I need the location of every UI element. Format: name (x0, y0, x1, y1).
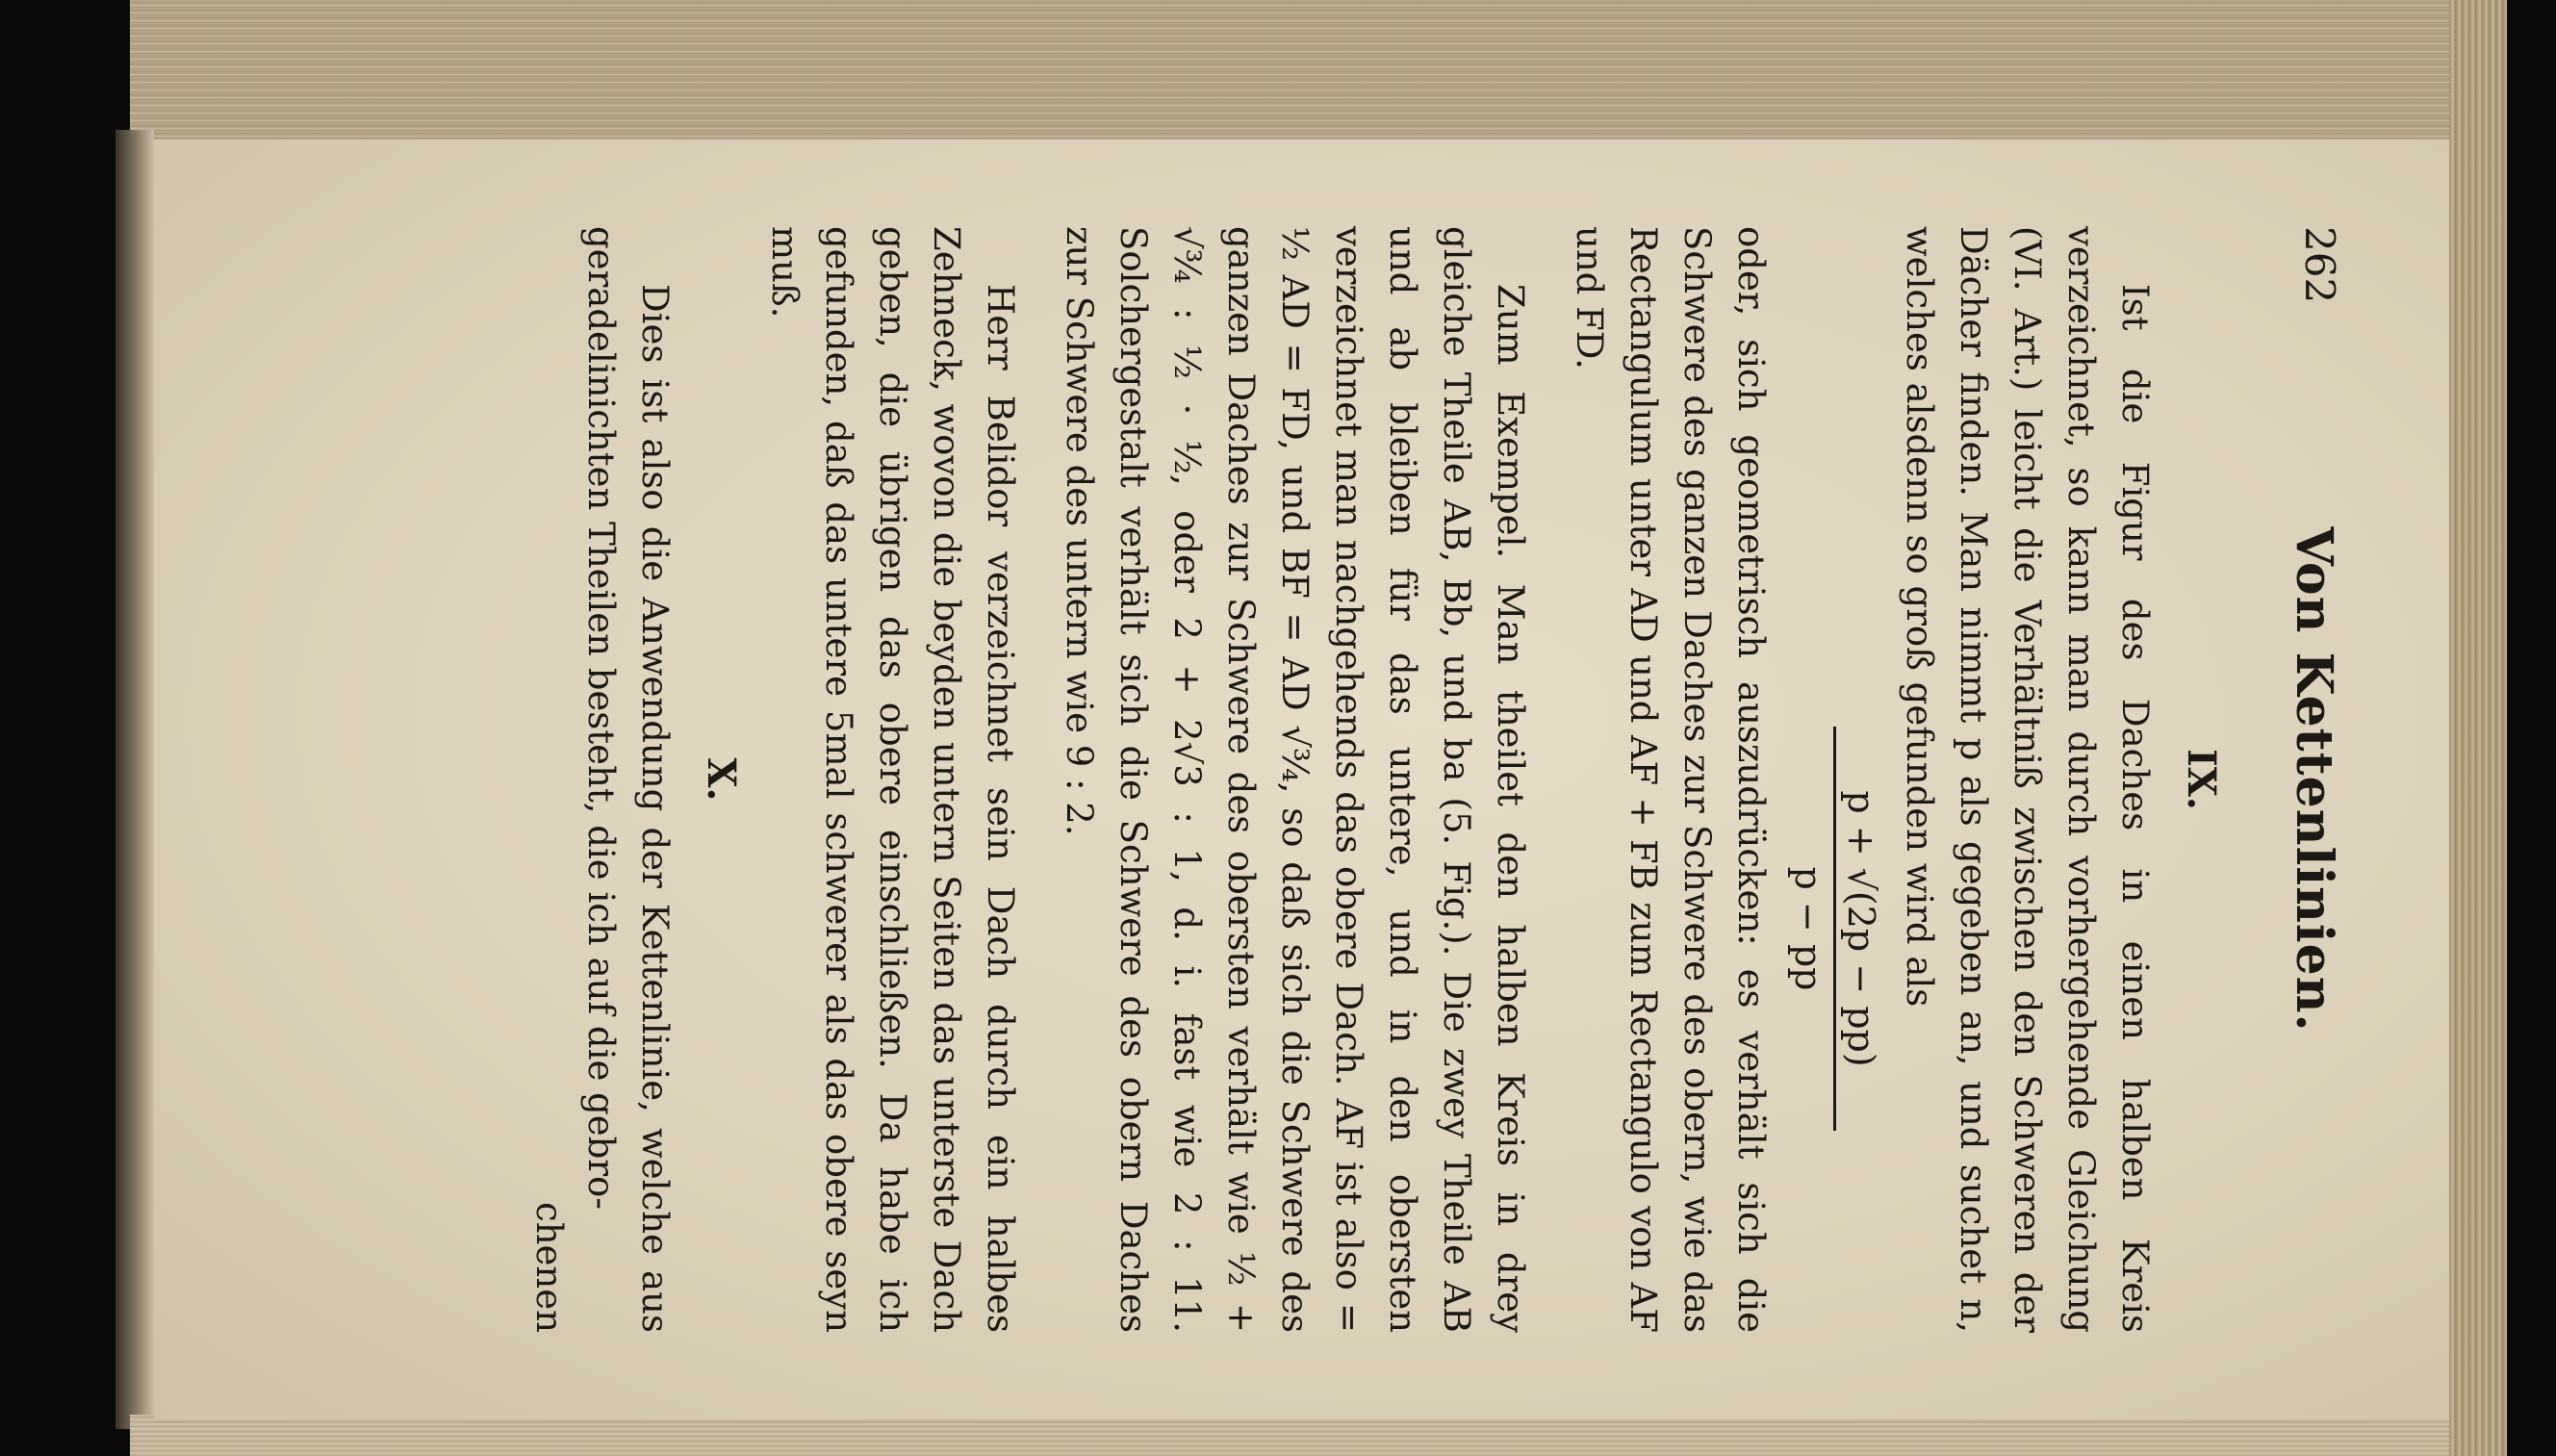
bottom-page-edges (130, 1415, 2449, 1456)
catchword: chenen (528, 1201, 570, 1333)
running-header (2237, 226, 2343, 1333)
formula-denominator: p − pp (1787, 866, 1829, 991)
top-page-edges (130, 0, 2449, 146)
book-spine-gutter (115, 130, 154, 1429)
running-head-title: Von Kettenlinien. (2285, 526, 2343, 1033)
section-heading-ix: IX. (2179, 749, 2224, 810)
paragraph-1: Ist die Figur des Daches in einen halben Kreis verzeichnet, so kann man durch vorhergehende Gleichung (VI. Art.) leicht die Verhältniß zwischen den Schweren der Dächer finden. Man nimmt p als gegeben an, und suchet n, welches alsdenn so groß gefunden wird als (1899, 226, 2156, 1333)
page-text-block (154, 140, 2449, 1419)
paragraph-5: Dies ist also die Anwendung der Kettenlinie, welche aus geradelinichten Theilen besteht, die ich auf die gebro- (580, 226, 676, 1333)
page-number: 262 (2296, 226, 2343, 304)
right-page-edges (2449, 0, 2507, 1456)
paragraph-2: oder, sich geometrisch auszudrücken: es verhält sich die Schwere des ganzen Daches zur Schwere des obern, wie das Rectangulum unter AD und AF + FB zum Rectangulo von AF und FD. (1569, 226, 1772, 1333)
section-heading-x: X. (699, 757, 744, 802)
paragraph-3: Zum Exempel. Man theilet den halben Kreis in drey gleiche Theile AB, Bb, und ba (5. Fig.). Die zwey Theile AB und ab bleiben für das untere, und in den obersten verzeichnet man nachgehends das obere Dach. AF ist also = ½ AD = FD, und BF = AD √¾, so daß sich die Schwere des ganzen Daches zur Schwere des obersten verhält wie ½ + √¾ : ½ · ½, oder 2 + 2√3 : 1, d. i. fast wie 2 : 11. Solchergestalt verhält sich die Schwere des obern Daches zur Schwere des untern wie 9 : 2. (1059, 226, 1531, 1333)
paragraph-4: Herr Belidor verzeichnet sein Dach durch ein halbes Zehneck, wovon die beyden untern Seiten das unterste Dach geben, die übrigen das obere einschließen. Da habe ich gefunden, daß das untere 5mal schwerer als das obere seyn muß. (764, 226, 1021, 1333)
formula (1787, 727, 1882, 1131)
formula-numerator: p + √(2p − pp) (1833, 727, 1882, 1131)
book-page (154, 140, 2449, 1419)
